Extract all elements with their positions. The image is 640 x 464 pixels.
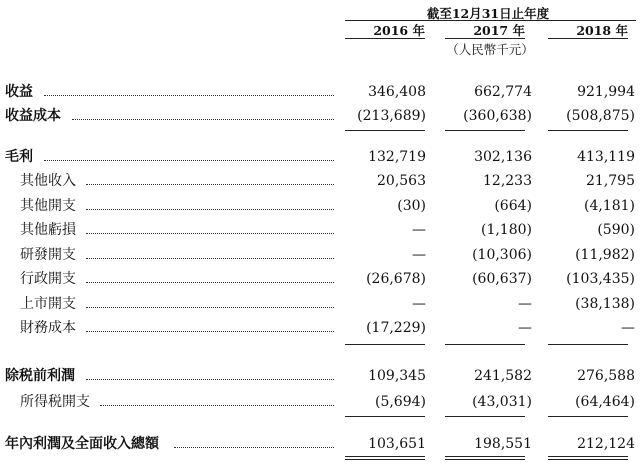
year-2018-heading: 2018 年 [576, 23, 628, 38]
value-2018: 21,795 [586, 173, 635, 189]
value-2018: (64,464) [575, 394, 635, 410]
leader-dots [86, 233, 334, 234]
table-row [0, 318, 640, 338]
table-row [0, 82, 640, 102]
subtotal-rule [548, 416, 628, 417]
value-2018: — [621, 320, 635, 336]
row-label: 收益 [5, 84, 33, 100]
value-2016: 103,651 [368, 436, 426, 452]
value-2016: 132,719 [368, 149, 426, 165]
value-2016: (213,689) [357, 108, 426, 124]
table-row [0, 220, 640, 240]
subtotal-rule [345, 344, 425, 345]
leader-dots [86, 331, 334, 332]
year-rule [548, 38, 628, 39]
value-2017: 662,774 [474, 84, 532, 100]
value-2017: — [518, 296, 532, 312]
value-2018: (103,435) [566, 271, 635, 287]
table-row [0, 245, 640, 265]
value-2017: 241,582 [474, 368, 532, 384]
value-2018: 921,994 [577, 84, 635, 100]
row-label: 其他收入 [20, 173, 76, 189]
table-row [0, 269, 640, 289]
year-rule [445, 38, 525, 39]
total-double-rule [345, 456, 425, 457]
value-2017: (360,638) [463, 108, 532, 124]
value-2016: (30) [397, 198, 426, 214]
table-row [0, 196, 640, 216]
row-label: 其他虧損 [20, 222, 76, 238]
value-2017: (1,180) [480, 222, 532, 238]
value-2017: (664) [494, 198, 532, 214]
value-2017: (60,637) [472, 271, 532, 287]
subtotal-rule [345, 130, 425, 131]
value-2016: 109,345 [368, 368, 426, 384]
value-2017: 198,551 [474, 436, 532, 452]
value-2016: — [412, 247, 426, 263]
leader-dots [86, 184, 334, 185]
year-2017-heading: 2017 年 [473, 23, 525, 38]
row-label: 其他開支 [20, 198, 76, 214]
value-2018: (38,138) [575, 296, 635, 312]
row-label: 所得税開支 [20, 394, 90, 410]
year-rule [345, 38, 425, 39]
total-double-rule [445, 459, 525, 460]
total-double-rule [548, 456, 628, 457]
row-label: 年內利潤及全面收入總額 [5, 436, 159, 452]
value-2018: 212,124 [577, 436, 635, 452]
leader-dots [44, 160, 334, 161]
subtotal-rule [445, 344, 525, 345]
leader-dots [86, 209, 334, 210]
row-label: 收益成本 [5, 108, 61, 124]
value-2016: 346,408 [368, 84, 426, 100]
table-row [0, 147, 640, 167]
value-2016: — [412, 222, 426, 238]
table-row [0, 434, 640, 454]
period-heading: 截至12月31日止年度 [426, 6, 550, 21]
total-double-rule [345, 459, 425, 460]
value-2018: 276,588 [577, 368, 635, 384]
value-2017: 302,136 [474, 149, 532, 165]
value-2018: (11,982) [575, 247, 635, 263]
value-2016: — [412, 296, 426, 312]
value-2018: (4,181) [583, 198, 635, 214]
table-row [0, 392, 640, 412]
subtotal-rule [445, 130, 525, 131]
year-2016-heading: 2016 年 [373, 23, 425, 38]
leader-dots [174, 447, 334, 448]
table-row [0, 294, 640, 314]
leader-dots [86, 258, 334, 259]
table-row [0, 366, 640, 386]
leader-dots [44, 95, 334, 96]
row-label: 除税前利潤 [5, 368, 75, 384]
value-2017: — [518, 320, 532, 336]
leader-dots [86, 379, 334, 380]
leader-dots [100, 405, 334, 406]
row-label: 上市開支 [20, 296, 76, 312]
row-label: 毛利 [5, 149, 33, 165]
value-2016: 20,563 [377, 173, 426, 189]
subtotal-rule [445, 416, 525, 417]
subtotal-rule [548, 130, 628, 131]
value-2018: (590) [597, 222, 635, 238]
leader-dots [72, 119, 334, 120]
value-2016: (26,678) [366, 271, 426, 287]
value-2016: (17,229) [366, 320, 426, 336]
subtotal-rule [548, 344, 628, 345]
value-2017: (43,031) [472, 394, 532, 410]
value-2016: (5,694) [374, 394, 426, 410]
subtotal-rule [345, 416, 425, 417]
row-label: 財務成本 [20, 320, 76, 336]
total-double-rule [445, 456, 525, 457]
unit-label: （人民幣千元） [446, 42, 534, 57]
total-double-rule [548, 459, 628, 460]
row-label: 行政開支 [20, 271, 76, 287]
leader-dots [86, 282, 334, 283]
value-2017: (10,306) [472, 247, 532, 263]
table-row [0, 171, 640, 191]
value-2017: 12,233 [483, 173, 532, 189]
value-2018: 413,119 [577, 149, 635, 165]
table-row [0, 106, 640, 126]
leader-dots [86, 307, 334, 308]
value-2018: (508,875) [566, 108, 635, 124]
row-label: 研發開支 [20, 247, 76, 263]
